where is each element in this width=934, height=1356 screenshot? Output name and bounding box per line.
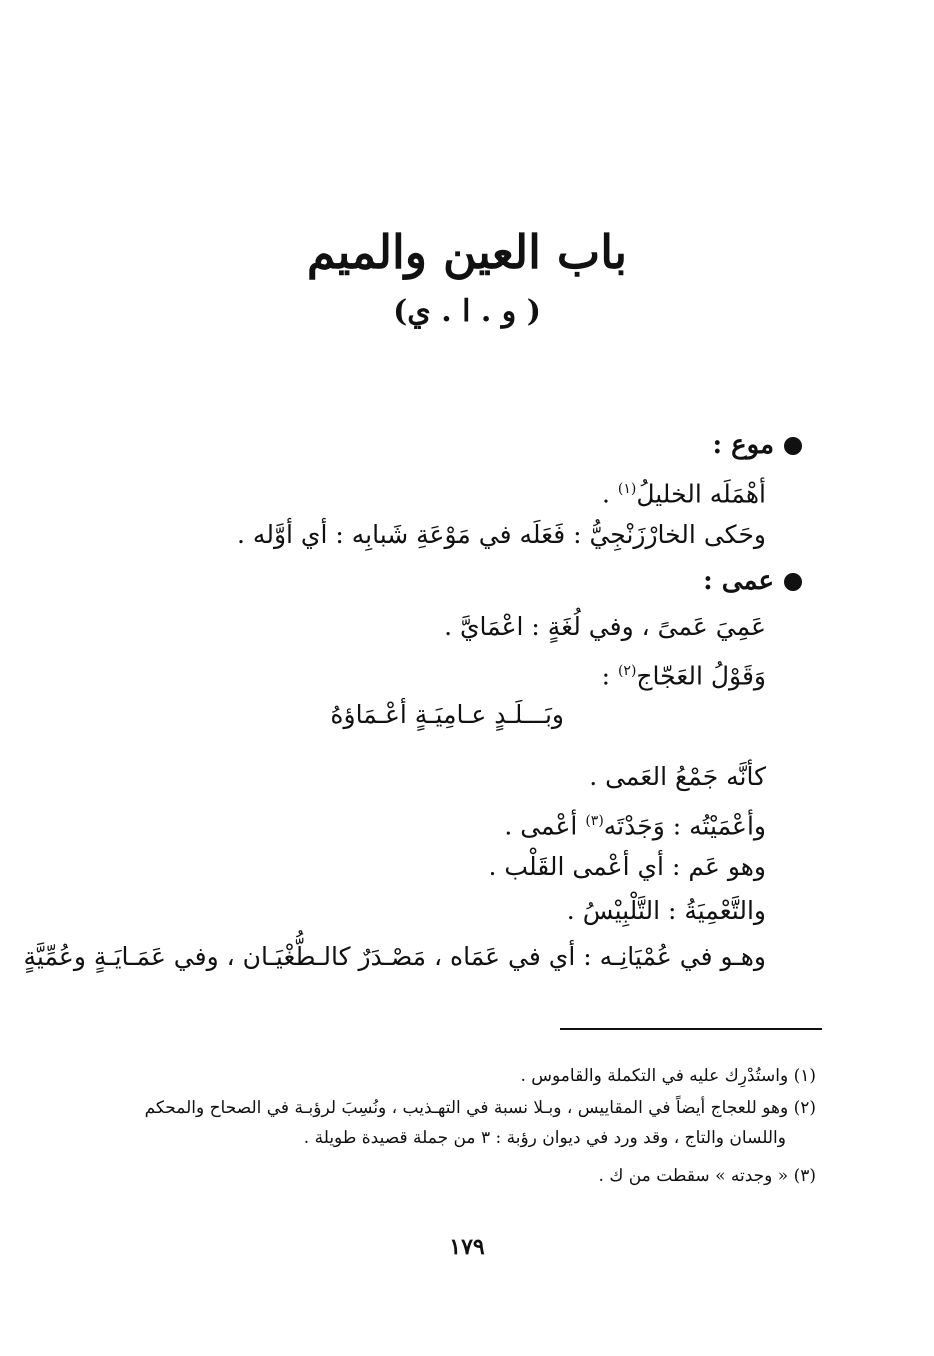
text-line: أهْمَلَه الخليلُ$^{(١)}$ . <box>601 479 766 509</box>
text-line: وحَكى الخارْزَنْجِيُّ : فَعَلَه في مَوْعَةِ شَبابِه : أي أوَّله . <box>237 520 766 549</box>
page-number: ١٧٩ <box>449 1234 485 1260</box>
root-heading: ( و . ا . ي) <box>393 294 541 329</box>
text-line: وأعْمَيْتُه : وَجَدْتَه$^{(٣)}$ أعْمى . <box>504 811 766 841</box>
text-line: والتَّعْمِيَةُ : التَّلْبِيْسُ . <box>566 896 766 925</box>
bullet-icon <box>784 573 802 591</box>
entry-heading-ama <box>703 562 802 600</box>
entry-heading-text: موع : <box>712 430 774 460</box>
text-line: عَمِيَ عَمىً ، وفي لُغَةٍ : اعْمَايَّ . <box>444 612 766 641</box>
entry-heading-text: عمى : <box>703 566 774 596</box>
footnote-2-continuation: واللسان والتاج ، وقد ورد في ديوان رؤبة : ٣ من جملة قصيدة طويلة . <box>303 1128 786 1148</box>
footnote-ref: (٢) <box>617 663 637 679</box>
footnote-2: (٢) وهو للعجاج أيضاً في المقاييس ، وبـلا نسبة في التهـذيب ، ونُسِبَ لرؤبـة في الصحاح والمحكم <box>144 1098 816 1118</box>
entry-heading-mwa <box>712 426 802 464</box>
footnote-1: (١) واستُدْرِك عليه في التكملة والقاموس . <box>520 1066 816 1086</box>
text-line: كأنَّه جَمْعُ العَمى . <box>589 762 766 791</box>
text-line: وَقَوْلُ العَجّاج$^{(٢)}$ : <box>601 661 766 691</box>
footnote-divider <box>560 1028 822 1030</box>
poetry-verse: وبَـــلَـدٍ عـامِيَـةٍ أعْـمَاؤهُ <box>330 700 564 729</box>
footnote-3: (٣) « وجدته » سقطت من ك . <box>598 1166 816 1186</box>
footnote-ref: (١) <box>617 481 637 497</box>
text-line: وهو عَم : أي أعْمى القَلْب . <box>488 852 766 881</box>
footnote-ref: (٣) <box>585 813 604 829</box>
text-line: وهـو في عُمْيَانِـه : أي في عَمَاه ، مَصْـدَرٌ كالـطُّغْيَـان ، وفي عَمَـايَـةٍ وعُمِّيَّةٍ <box>23 942 766 971</box>
bullet-icon <box>784 437 802 455</box>
chapter-title: باب العين والميم <box>306 225 628 279</box>
